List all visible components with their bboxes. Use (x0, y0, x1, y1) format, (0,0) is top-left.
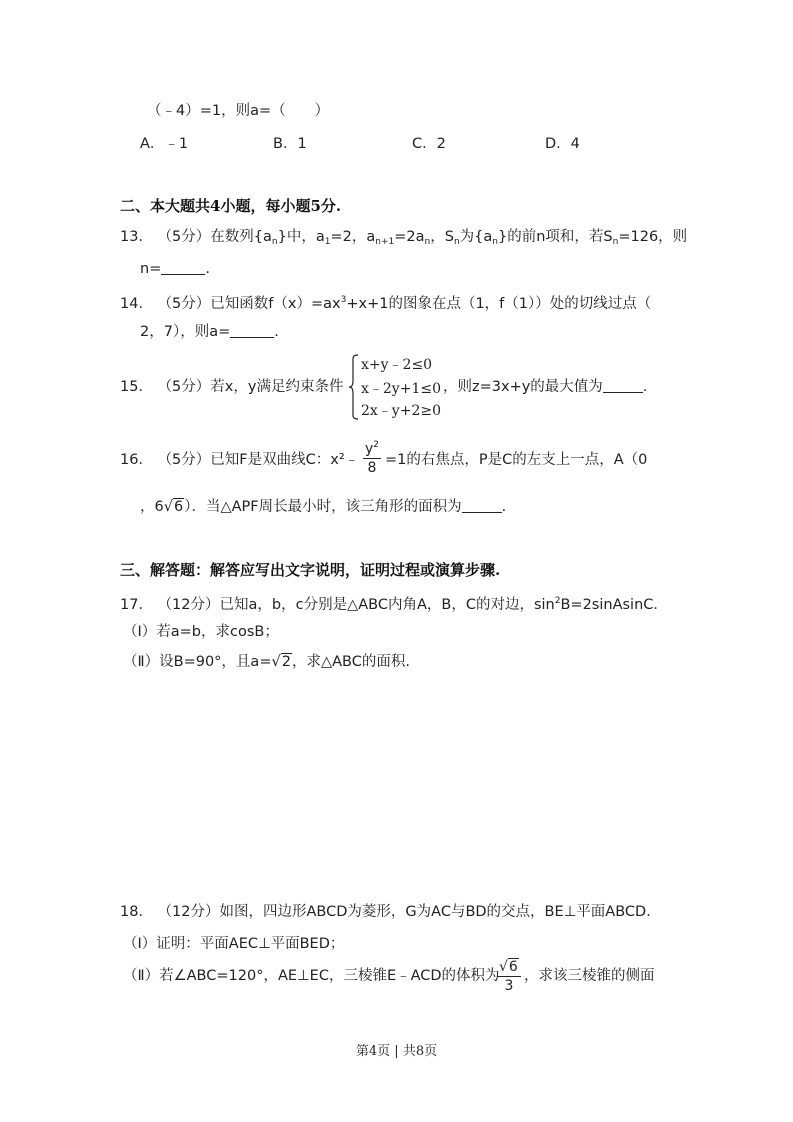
q13-text: 在数列{a (210, 229, 272, 245)
frac-sup: 2 (373, 440, 380, 450)
q13-score: （5分） (157, 229, 211, 245)
fraction-sqrt6-over-3 (497, 958, 521, 995)
q15-number: 15． (120, 379, 153, 395)
sqrt-6: √6 (499, 959, 518, 975)
q15-line (120, 377, 343, 397)
option-c: C．2 (412, 136, 446, 152)
sqrt-radicand: 6 (508, 959, 518, 975)
option-d: D．4 (545, 136, 580, 152)
q17-text: B=2sinAsinC． (560, 597, 668, 613)
q14-text: +x+1的图象在点（1，f（1））处的切线过点（ (346, 296, 652, 312)
q13-sub: 1 (324, 237, 331, 247)
q13-text: =126，则 (618, 229, 688, 245)
constraint-2: x﹣2y+1≤0 (361, 381, 441, 397)
q18-line1 (120, 902, 661, 922)
q17-number: 17． (120, 597, 153, 613)
option-b: B．1 (273, 136, 307, 152)
section3-heading: 三、解答题：解答应写出文字说明，证明过程或演算步骤. (120, 561, 501, 579)
constraint-1: x+y﹣2≤0 (361, 357, 433, 373)
frac-num: y (365, 441, 374, 457)
q15-score: （5分） (157, 379, 211, 395)
q18-part2-b: ，求该三棱锥的侧面 (524, 968, 655, 984)
q16-score: （5分） (157, 452, 211, 468)
q18-part2-a: （Ⅱ）若∠ABC=120°，AE⊥EC，三棱锥E﹣ACD的体积为 (123, 968, 500, 984)
q13-sub: n (492, 237, 499, 247)
q13-text: =2a (394, 229, 425, 245)
q13-sub: n (271, 237, 278, 247)
frac-den: 8 (367, 460, 377, 476)
q18-text: 如图，四边形ABCD为菱形，G为AC与BD的交点，BE⊥平面ABCD． (219, 904, 661, 920)
q17-part2 (123, 652, 410, 672)
q14-score: （5分） (157, 296, 211, 312)
q13-sub: n (453, 237, 460, 247)
brace-icon (348, 354, 360, 420)
q17-sup: 2 (554, 596, 561, 606)
fraction-y2-over-8 (363, 436, 381, 477)
q13-number: 13． (120, 229, 153, 245)
q17-text: ，求△ABC的面积. (291, 654, 410, 670)
answer-blank[interactable] (161, 260, 205, 275)
q18-part1: （Ⅰ）证明：平面AEC⊥平面BED； (123, 936, 345, 952)
q16-line1-a (120, 450, 359, 470)
q14-line1 (120, 290, 651, 314)
q17-score: （12分） (157, 597, 220, 613)
q18-number: 18． (120, 904, 153, 920)
q13-line2: n= . (140, 261, 210, 277)
q16-text: =1的右焦点，P是C的左支上一点，A（0 (385, 452, 648, 468)
q16-text: ，6 (140, 499, 164, 515)
q13-answer-prefix: n= (140, 261, 162, 277)
q13-text: =2，a (330, 229, 376, 245)
q14-sup: 3 (340, 295, 347, 305)
q16-text: 已知F是双曲线C：x²﹣ (210, 452, 360, 468)
sqrt-radicand: 6 (173, 499, 184, 515)
q14-number: 14． (120, 296, 153, 312)
option-a: A．﹣1 (140, 136, 189, 152)
q13-sub: n (424, 237, 431, 247)
q13-text: }的前n项和，若S (498, 229, 613, 245)
q17-line1 (120, 591, 668, 615)
q13-line1 (120, 227, 687, 252)
q13-text: ，S (430, 229, 454, 245)
answer-blank[interactable] (603, 378, 643, 393)
answer-blank[interactable] (462, 498, 502, 513)
q12-stem: （﹣4）=1，则a=（ ） (147, 103, 330, 119)
q14-text: 已知函数f（x）=ax (210, 296, 341, 312)
q15-line-tail: ，则z=3x+y的最大值为 . (443, 379, 648, 395)
q14-answer-prefix: 2，7），则a= (140, 324, 231, 340)
sqrt-6: √6 (163, 499, 184, 515)
sqrt-2: √2 (271, 654, 291, 670)
q17-text: （Ⅱ）设B=90°，且a= (123, 654, 272, 670)
q15-text: ，则z=3x+y的最大值为 (443, 379, 603, 395)
q16-text: ）．当△APF周长最小时，该三角形的面积为 (184, 499, 462, 515)
sqrt-radicand: 2 (281, 654, 291, 670)
frac-den: 3 (504, 978, 514, 994)
section2-heading: 二、本大题共4小题，每小题5分. (120, 197, 342, 215)
q18-score: （12分） (157, 904, 220, 920)
q15-text: 若x，y满足约束条件 (210, 379, 344, 395)
answer-blank[interactable] (230, 323, 274, 338)
constraint-3: 2x﹣y+2≥0 (361, 403, 441, 419)
q14-line2: 2，7），则a= . (140, 324, 279, 340)
q13-sub: n+1 (375, 237, 395, 247)
q17-text: 已知a，b，c分别是△ABC内角A，B，C的对边，sin (219, 597, 555, 613)
q13-text: }中，a (277, 229, 325, 245)
q17-part1: （Ⅰ）若a=b，求cosB； (123, 624, 279, 640)
q13-sub: n (612, 237, 619, 247)
q16-number: 16． (120, 452, 153, 468)
page-footer: 第4页 | 共8页 (355, 1044, 438, 1059)
q13-text: 为{a (459, 229, 493, 245)
q16-line2: ，6√6）．当△APF周长最小时，该三角形的面积为 . (140, 499, 507, 515)
q16-line1-b (385, 450, 647, 470)
